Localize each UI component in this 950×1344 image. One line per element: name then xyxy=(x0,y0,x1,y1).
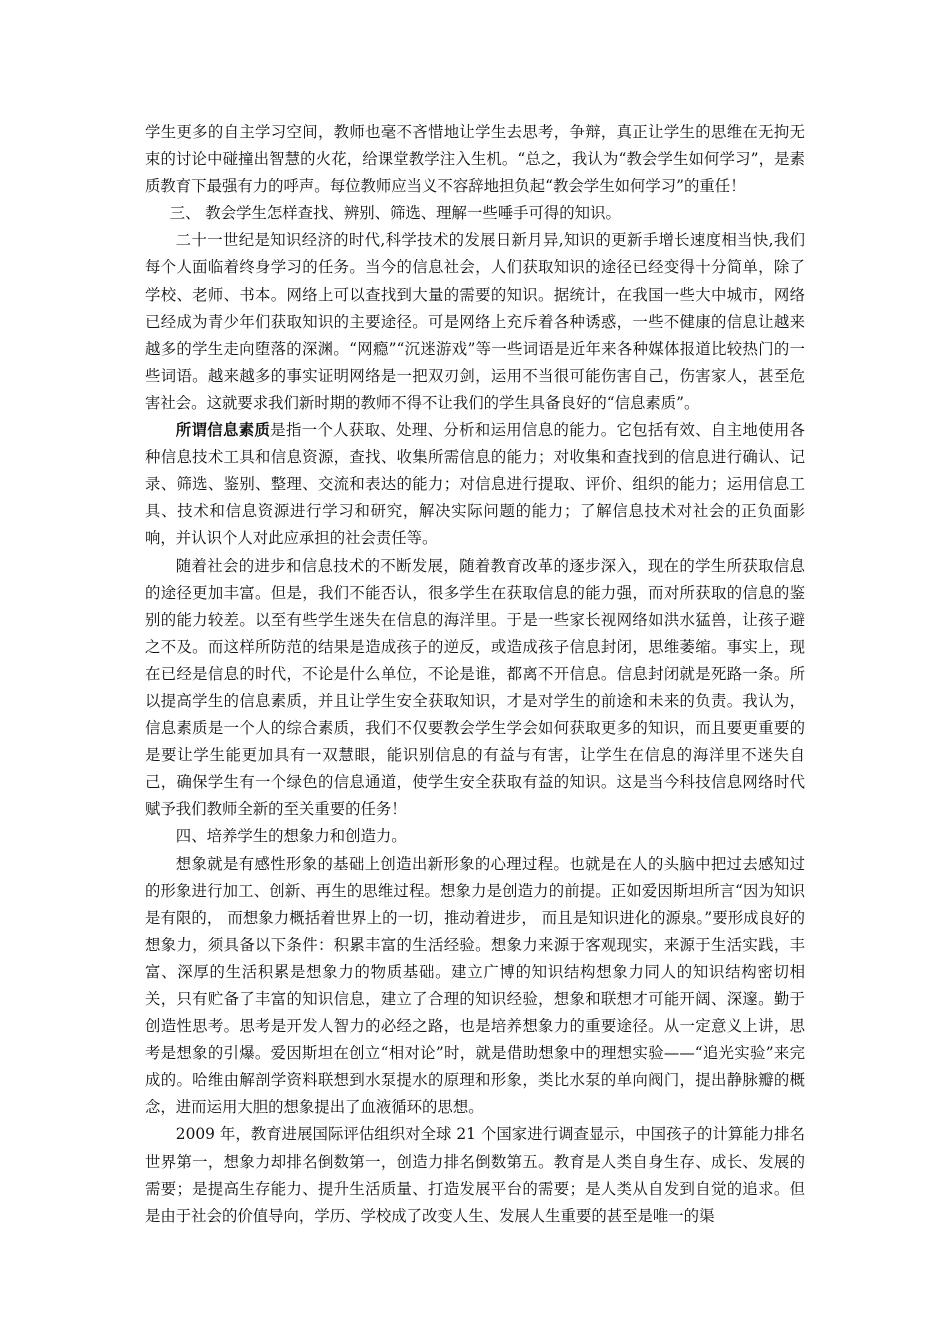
information-literacy-definition: 是指一个人获取、处理、分析和运用信息的能力。它包括有效、自主地使用各种信息技术工具和信息资源，查找、收集所需信息的能力；对收集和查找到的信息进行确认、记录、筛选、鉴别、整理、交流和表达的能力；对信息进行提取、评价、组织的能力；运用信息工具、技术和信息资源进行学习和研究，解决实际问题的能力；了解信息技术对社会的正负面影响，并认识个人对此应承担的社会责任等。 xyxy=(145,421,805,548)
paragraph-information-age: 随着社会的进步和信息技术的不断发展，随着教育改革的逐步深入，现在的学生所获取信息的途径更加丰富。但是，我们不能否认，很多学生在获取信息的能力强，而对所获取的信息的鉴别的能力较差。以至有些学生迷失在信息的海洋里。于是一些家长视网络如洪水猛兽，让孩子避之不及。而这样所防范的结果是造成孩子的逆反，或造成孩子信息封闭，思维萎缩。事实上，现在已经是信息的时代，不论是什么单位，不论是谁，都离不开信息。信息封闭就是死路一条。所以提高学生的信息素质，并且让学生安全获取知识，才是对学生的前途和未来的负责。我认为，信息素质是一个人的综合素质，我们不仅要教会学生学会如何获取更多的知识，而且要更重要的是要让学生能更加具有一双慧眼，能识别信息的有益与有害，让学生在信息的海洋里不迷失自己，确保学生有一个绿色的信息通道，使学生安全获取有益的知识。这是当今科技信息网络时代赋予我们教师全新的至关重要的任务！ xyxy=(145,556,805,819)
paragraph-continuation: 学生更多的自主学习空间，教师也毫不吝惜地让学生去思考，争辩，真正让学生的思维在无拘无束的讨论中碰撞出智慧的火花，给课堂教学注入生机。“总之，我认为“教会学生如何学习”，是素质教育下最强有力的呼声。每位教师应当义不容辞地担负起“教会学生如何学习”的重任！ xyxy=(145,123,805,196)
section-heading-four: 四、培养学生的想象力和创造力。 xyxy=(175,827,407,846)
section-heading-three: 三、 教会学生怎样查找、辨别、筛选、理解一些唾手可得的知识。 xyxy=(169,204,621,223)
paragraph-2009-survey: 2009 年，教育进展国际评估组织对全球 21 个国家进行调查显示，中国孩子的计算能力排名世界第一，想象力却排名倒数第一，创造力排名倒数第五。教育是人类自身生存、成长、发展的需要；是提高生存能力、提升生活质量、打造发展平台的需要；是人类从自发到自觉的追求。但是由于社会的价值导向，学历、学校成了改变人生、发展人生重要的甚至是唯一的渠 xyxy=(145,1125,805,1225)
paragraph-imagination: 想象就是有感性形象的基础上创造出新形象的心理过程。也就是在人的头脑中把过去感知过的形象进行加工、创新、再生的思维过程。想象力是创造力的前提。正如爱因斯坦所言“因为知识是有限的， 而想象力概括着世界上的一切，推动着进步， 而且是知识进化的源泉。”要形成良好的想象力，须具备以下条件：积累丰富的生活经验。想象力来源于客观现实，来源于生活实践，丰富、深厚的生活积累是想象力的物质基础。建立广博的知识结构想象力同人的知识结构密切相关，只有贮备了丰富的知识信息，建立了合理的知识经验，想象和联想才可能开阔、深邃。勤于创造性思考。思考是开发人智力的必经之路，也是培养想象力的重要途径。从一定意义上讲，思考是想象的引爆。爱因斯坦在创立“相对论”时，就是借助想象中的理想实验——“追光实验”来完成的。哈维由解剖学资料联想到水泵提水的原理和形象，类比水泵的单向阀门，提出静脉瓣的概念，进而运用大胆的想象提出了血液循环的思想。 xyxy=(145,854,805,1117)
paragraph-knowledge-economy: 二十一世纪是知识经济的时代,科学技术的发展日新月异,知识的更新手增长速度相当快,我们每个人面临着终身学习的任务。当今的信息社会，人们获取知识的途径已经变得十分简单，除了学校、老师、书本。网络上可以查找到大量的需要的知识。据统计，在我国一些大中城市，网络已经成为青少年们获取知识的主要途径。可是网络上充斥着各种诱惑，一些不健康的信息让越来越多的学生走向堕落的深渊。“网瘾”“沉迷游戏”等一些词语是近年来各种媒体报道比较热门的一些词语。越来越多的事实证明网络是一把双刃剑，运用不当很可能伤害自己，伤害家人，甚至危害社会。这就要求我们新时期的教师不得不让我们的学生具备良好的“信息素质”。 xyxy=(145,231,805,412)
information-literacy-term: 所谓信息素质 xyxy=(175,421,271,440)
paragraph-information-literacy xyxy=(145,417,805,552)
document-page xyxy=(145,119,805,1230)
